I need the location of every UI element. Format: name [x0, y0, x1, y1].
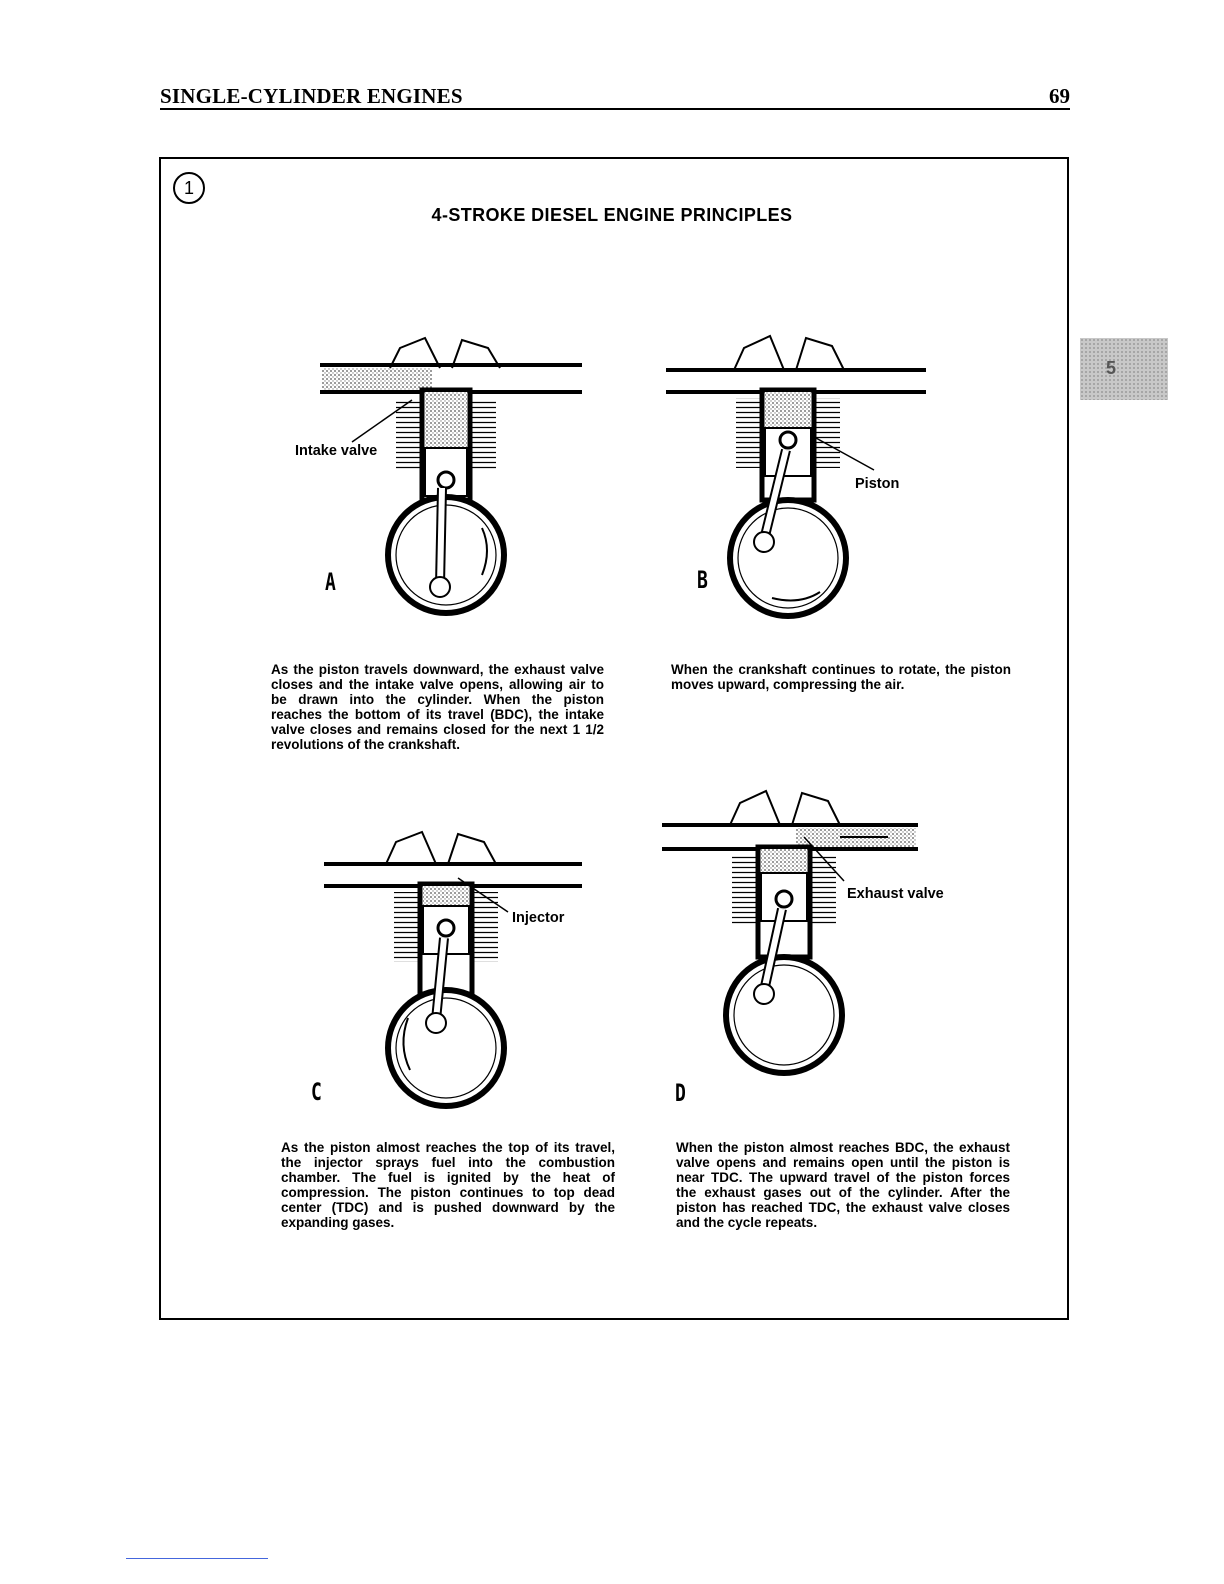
page-number: 69	[1049, 84, 1070, 108]
caption-a: As the piston travels downward, the exhaust valve closes and the intake valve opens, allowing air to be drawn into the cylinder. When the piston reaches the bottom of its travel (BDC), the intake valve closes and remains closed for the next 1 1/2 revolutions of the crankshaft.	[271, 662, 604, 752]
figure-title	[0, 205, 1224, 226]
panel-letter-c: C	[311, 1078, 322, 1106]
section-tab-marker	[1080, 338, 1168, 400]
figure-number-badge: 1	[173, 172, 205, 204]
panel-letter-b: B	[697, 566, 708, 594]
label-piston: Piston	[855, 476, 900, 492]
caption-b: When the crankshaft continues to rotate, the piston moves upward, compressing the air.	[671, 662, 1011, 692]
engine-diagram-d	[660, 785, 960, 1095]
figure-title-text: 4-STROKE DIESEL ENGINE PRINCIPLES	[431, 205, 793, 225]
label-exhaust-valve: Exhaust valve	[847, 886, 944, 902]
footnote-rule	[126, 1558, 268, 1559]
engine-diagram-c	[290, 820, 590, 1120]
label-intake-valve: Intake valve	[295, 443, 378, 459]
label-injector: Injector	[512, 910, 565, 926]
section-tab-label: 5	[1106, 358, 1117, 378]
panel-letter-a: A	[325, 568, 336, 596]
caption-c: As the piston almost reaches the top of its travel, the injector sprays fuel into the combustion chamber. The fuel is ignited by the heat of compression. The piston continues to top dead center (TDC) and is pushed downward by the expanding gases.	[281, 1140, 615, 1230]
running-header-title: SINGLE-CYLINDER ENGINES	[160, 84, 463, 108]
panel-letter-d: D	[675, 1079, 686, 1107]
caption-d: When the piston almost reaches BDC, the exhaust valve opens and remains open until the piston is near TDC. The upward travel of the piston forces the exhaust gases out of the cylinder. After the piston has reached TDC, the exhaust valve closes and the cycle repeats.	[676, 1140, 1010, 1230]
header-rule	[160, 108, 1070, 110]
